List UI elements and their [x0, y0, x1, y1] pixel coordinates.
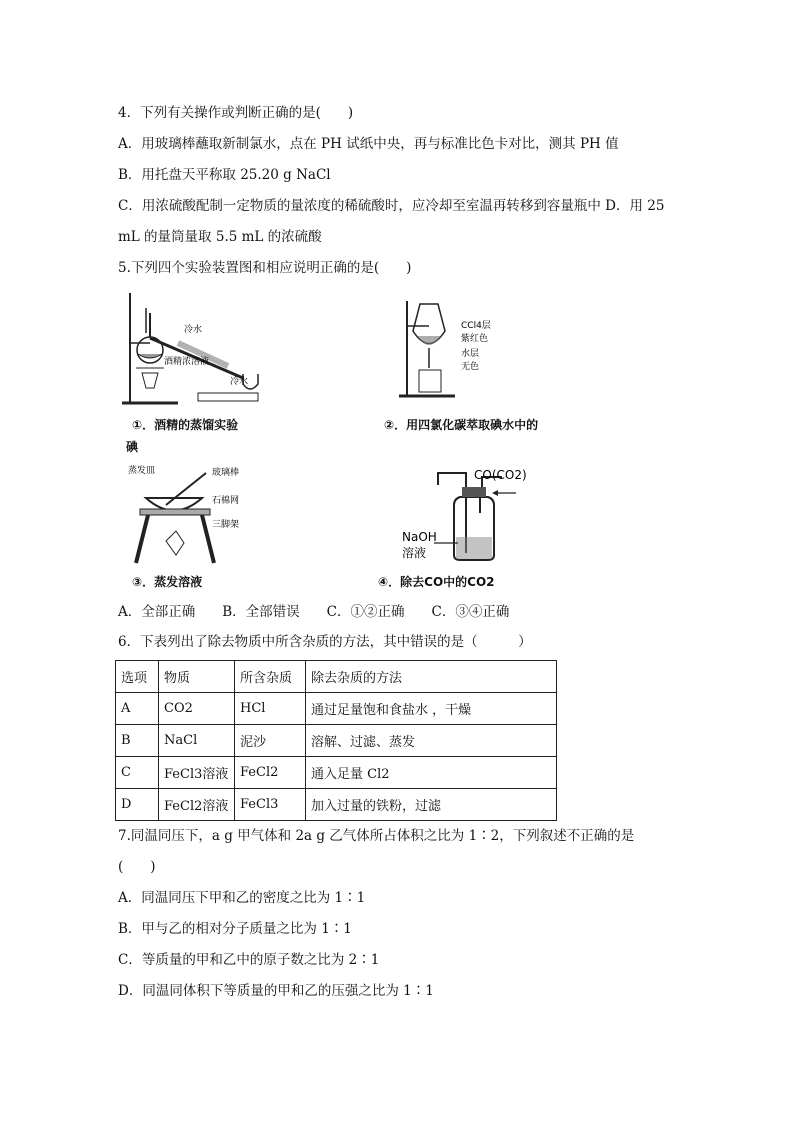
- fig2-caption-line1: ②．用四氯化碳萃取碘水中的: [384, 418, 539, 432]
- fig2-label-water: 水层: [461, 349, 480, 359]
- q7-stem-line2: ( ): [118, 859, 156, 875]
- fig4-caption: ④．除去CO中的CO2: [378, 575, 495, 589]
- cell-method: 通入足量 Cl2: [306, 757, 557, 789]
- fig3-caption: ③．蒸发溶液: [132, 575, 203, 589]
- fig2-label-ccl4: CCl4层: [461, 321, 491, 331]
- q4-option-a: A．用玻璃棒蘸取新制氯水，点在 PH 试纸中央，再与标准比色卡对比，测其 PH 值: [118, 136, 619, 152]
- fig3-label-mesh: 石棉网: [212, 496, 240, 506]
- table-row: [116, 725, 557, 757]
- fig2-label-purple: 紫红色: [461, 334, 489, 344]
- cell-impurity: FeCl3: [235, 789, 306, 821]
- q5-stem: 5.下列四个实验装置图和相应说明正确的是( ): [118, 260, 412, 276]
- extraction-apparatus-figure: [395, 296, 535, 406]
- fig4-label-naoh: NaOH: [402, 530, 437, 544]
- table-row: [116, 693, 557, 725]
- cell-option: C: [116, 757, 159, 789]
- cell-substance: FeCl3溶液: [159, 757, 235, 789]
- fig1-label-cold-out: 冷水: [230, 377, 249, 387]
- table-row: [116, 757, 557, 789]
- evaporation-apparatus-figure: [126, 463, 266, 568]
- q7-option-a: A．同温同压下甲和乙的密度之比为 1∶1: [118, 890, 366, 906]
- q7-option-c: C．等质量的甲和乙中的原子数之比为 2∶1: [118, 952, 380, 968]
- fig3-label-tripod: 三脚架: [212, 520, 240, 530]
- fig1-caption: ①．酒精的蒸馏实验: [132, 418, 239, 432]
- fig1-label-cold-in: 冷水: [184, 325, 203, 335]
- cell-method: 通过足量饱和食盐水 ，干燥: [306, 693, 557, 725]
- header-substance: 物质: [159, 661, 235, 693]
- cell-impurity: 泥沙: [235, 725, 306, 757]
- cell-substance: CO2: [159, 693, 235, 725]
- fig4-label-soln: 溶液: [402, 546, 427, 560]
- fig3-label-dish: 蒸发皿: [128, 466, 156, 476]
- q7-option-b: B．甲与乙的相对分子质量之比为 1∶1: [118, 921, 352, 937]
- fig2-caption-line2: 碘: [126, 440, 139, 454]
- fig2-label-colorless: 无色: [461, 362, 480, 372]
- gas-washing-bottle-figure: [398, 465, 538, 570]
- cell-impurity: HCl: [235, 693, 306, 725]
- cell-option: B: [116, 725, 159, 757]
- header-method: 除去杂质的方法: [306, 661, 557, 693]
- q4-option-c-line1: C．用浓硫酸配制一定物质的量浓度的稀硫酸时，应冷却至室温再转移到容量瓶中 D．用 25: [118, 198, 665, 214]
- q7-stem-line1: 7.同温同压下，a g 甲气体和 2a g 乙气体所占体积之比为 1∶2，下列叙述不正确的是: [118, 828, 635, 844]
- q4-option-c-line2: mL 的量筒量取 5.5 mL 的浓硫酸: [118, 229, 322, 245]
- cell-option: A: [116, 693, 159, 725]
- cell-substance: FeCl2溶液: [159, 789, 235, 821]
- cell-impurity: FeCl2: [235, 757, 306, 789]
- q4-stem: 4．下列有关操作或判断正确的是( ): [118, 105, 354, 121]
- fig3-label-rod: 玻璃棒: [212, 468, 240, 478]
- cell-method: 加入过量的铁粉，过滤: [306, 789, 557, 821]
- q4-option-b: B．用托盘天平称取 25.20 g NaCl: [118, 167, 331, 183]
- cell-method: 溶解、过滤、蒸发: [306, 725, 557, 757]
- q5-options: A．全部正确 B．全部错误 C．①②正确 C．③④正确: [118, 604, 510, 620]
- cell-substance: NaCl: [159, 725, 235, 757]
- cell-option: D: [116, 789, 159, 821]
- fig4-label-gas: CO(CO2): [474, 468, 527, 482]
- table-header-row: [116, 661, 557, 693]
- fig1-label-solution: 酒精浓溶液: [164, 357, 210, 367]
- impurity-removal-table: [115, 660, 557, 821]
- q6-stem: 6．下表列出了除去物质中所含杂质的方法，其中错误的是（ ）: [118, 634, 532, 650]
- q7-option-d: D．同温同体积下等质量的甲和乙的压强之比为 1∶1: [118, 983, 434, 999]
- header-option: 选项: [116, 661, 159, 693]
- table-row: [116, 789, 557, 821]
- header-impurity: 所含杂质: [235, 661, 306, 693]
- distillation-apparatus-figure: [118, 288, 278, 408]
